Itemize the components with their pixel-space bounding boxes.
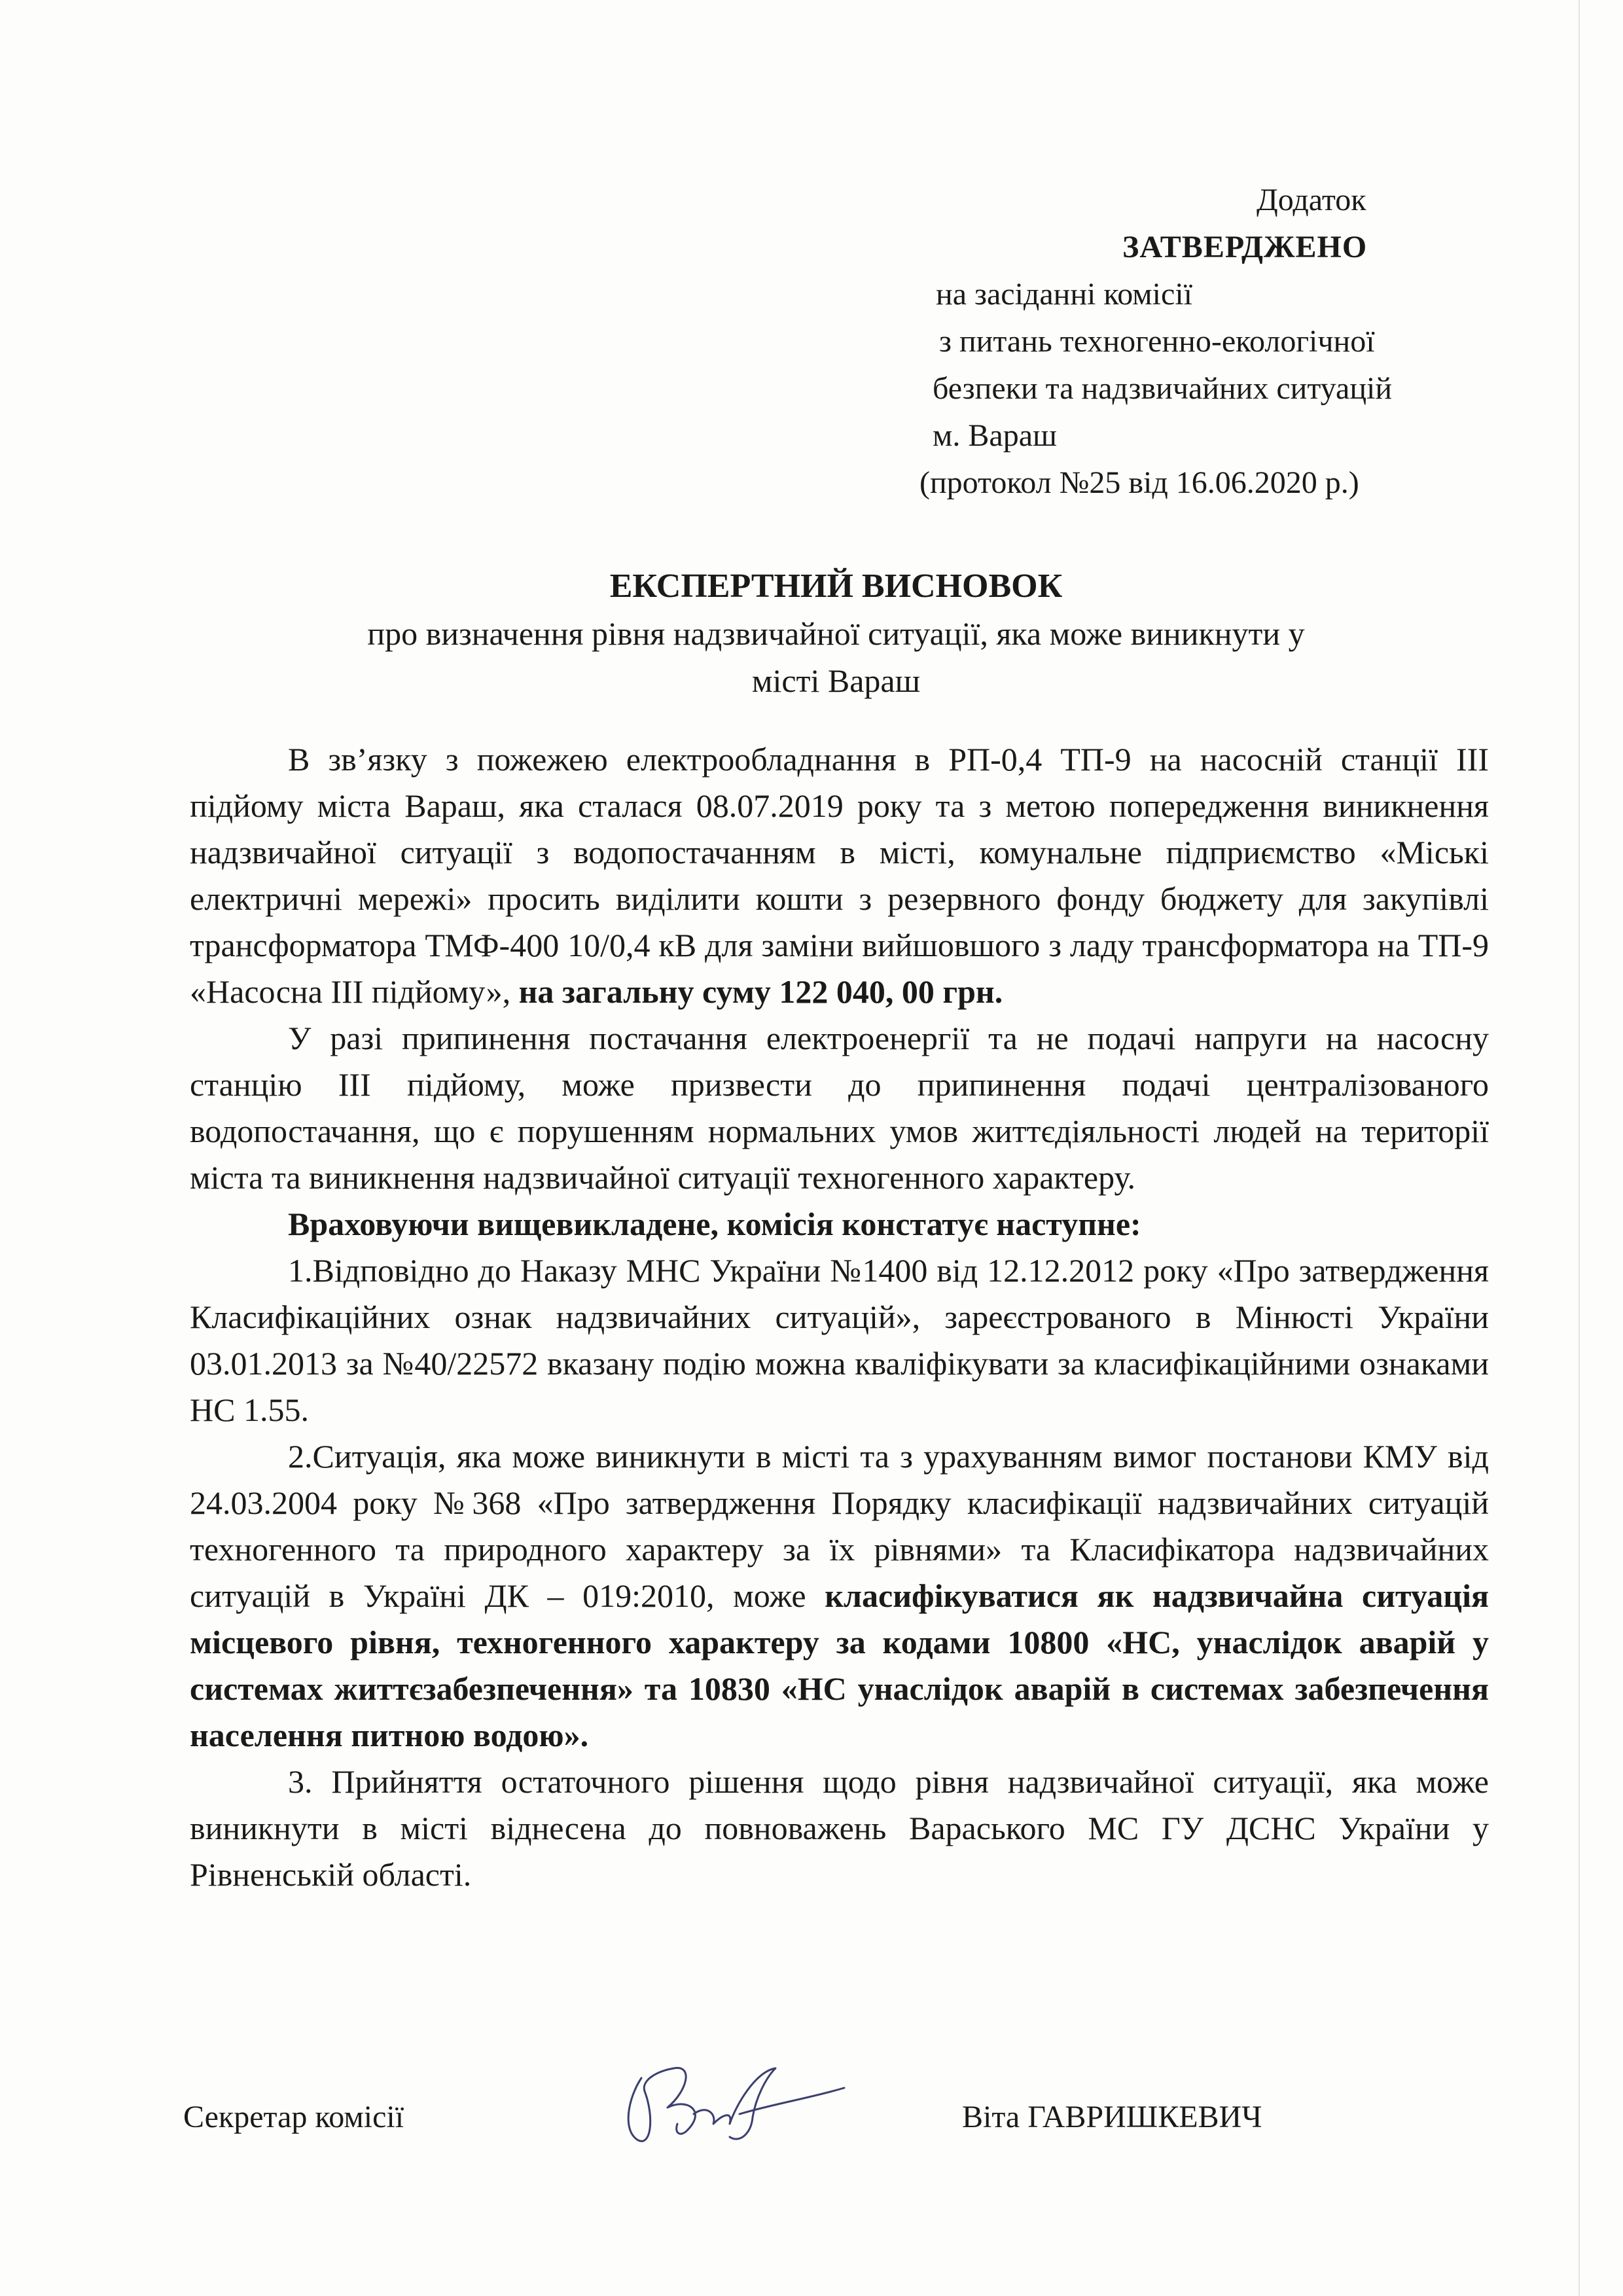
document-subtitle: про визначення рівня надзвичайної ситуації, яка може виникнути у місті Вараш — [367, 615, 1305, 699]
paragraph-5-classification: класифікуватися як надзвичайна ситуація місцевого рівня, техногенного характеру за кодами 10800 «НС, унаслідок аварій у системах життєзабезпечення» та 10830 «НС унаслідок аварій в системах забезпечення населення питною водою». — [190, 1577, 1489, 1753]
appendix-label: Додаток — [1257, 183, 1366, 217]
document-body — [190, 736, 1489, 1898]
paragraph-2: У разі припинення постачання електроенергії та не подачі напруги на насосну станцію ІІІ підйому, може призвести до припинення подачі централізованого водопостачання, що є порушенням нормальних умов життєдіяльності людей на території міста та виникнення надзвичайної ситуації техногенного характеру. — [190, 1020, 1489, 1196]
paragraph-3 — [190, 1201, 1489, 1247]
handwritten-signature — [615, 2052, 851, 2150]
approval-stamp-block — [919, 177, 1392, 507]
approval-line-commission: з питань техногенно-екологічної — [939, 324, 1375, 359]
paragraph-1-text: В зв’язку з пожежею електрообладнання в РП-0,4 ТП-9 на насосній станції ІІІ підйому міста Вараш, яка сталася 08.07.2019 року та з метою попередження виникнення надзвичайної ситуації з водопостачанням в місті, комунальне підприємство «Міські електричні мережі» просить виділити кошти з резервного фонду бюджету для закупівлі трансформатора ТМФ-400 10/0,4 кВ для заміни вийшовшого з ладу трансформатора на ТП-9 «Насосна ІІІ підйому», — [190, 741, 1489, 1010]
approval-line-meeting: на засіданні комісії — [936, 277, 1192, 312]
approval-protocol: (протокол №25 від 16.06.2020 р.) — [919, 465, 1359, 500]
approval-line-safety: безпеки та надзвичайних ситуацій — [933, 371, 1393, 406]
secretary-name: Віта ГАВРИШКЕВИЧ — [962, 2100, 1262, 2134]
title-block — [177, 563, 1495, 704]
paragraph-5-text: 2.Ситуація, яка може виникнути в місті та з урахуванням вимог постанови КМУ від 24.03.2004 року №368 «Про затвердження Порядку класифікації надзвичайних ситуацій техногенного та природного характеру за їх рівнями» та Класифікатора надзвичайних ситуацій в Україні ДК – 019:2010, може — [190, 1438, 1489, 1614]
document-title: ЕКСПЕРТНИЙ ВИСНОВОК — [609, 567, 1063, 605]
secretary-label: Секретар комісії — [183, 2100, 404, 2134]
paragraph-1 — [190, 736, 1489, 1015]
commission-statement: Враховуючи вищевикладене, комісія констатує наступне: — [288, 1206, 1141, 1242]
paragraph-5 — [190, 1433, 1489, 1759]
scan-edge-line — [1578, 0, 1580, 2296]
paragraph-6: 3. Прийняття остаточного рішення щодо рівня надзвичайної ситуації, яка може виникнути в місті віднесена до повноважень Вараського МС ГУ ДСНС України у Рівненській області. — [190, 1763, 1489, 1893]
approval-line-city: м. Вараш — [933, 418, 1057, 453]
approved-heading: ЗАТВЕРДЖЕНО — [1122, 230, 1368, 264]
paragraph-4: 1.Відповідно до Наказу МНС України №1400 від 12.12.2012 року «Про затвердження Класифікаційних ознак надзвичайних ситуацій», зареєстрованого в Мінюсті України 03.01.2013 за №40/22572 вказану подію можна кваліфікувати за класифікаційними ознаками НС 1.55. — [190, 1252, 1489, 1428]
paragraph-1-amount: на загальну суму 122 040, 00 грн. — [518, 973, 1003, 1010]
